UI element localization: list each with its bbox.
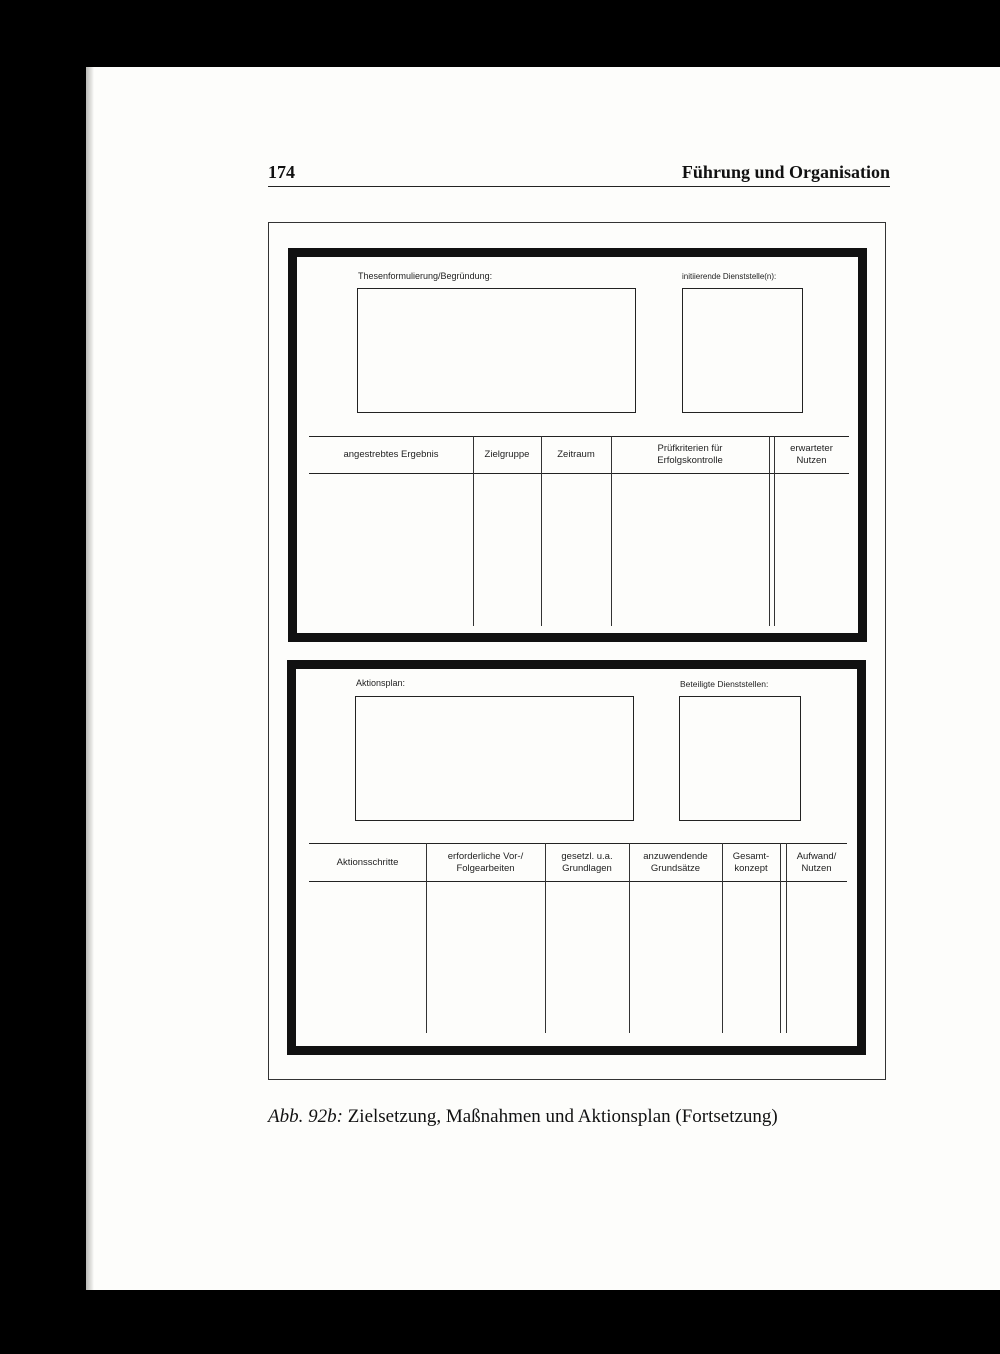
chapter-title: Führung und Organisation [681,162,890,182]
top-col-divider [769,436,770,626]
caption-prefix: Abb. 92b: [268,1106,343,1127]
top-table-rule-bottom [309,473,849,474]
participants-label: Beteiligte Dienststellen: [680,679,769,689]
initiating-box[interactable] [682,288,803,413]
action-plan-label: Aktionsplan: [356,678,406,688]
col-zeitraum: Zeitraum [557,449,595,460]
col-zielgruppe: Zielgruppe [484,449,530,460]
top-col-divider [473,436,474,626]
top-col-divider [541,436,542,626]
col-aktionsschritte: Aktionsschritte [336,856,399,868]
col-grundlagen: gesetzl. u.a. Grundlagen [561,850,613,874]
thesis-label: Thesenformulierung/Begründung: [358,271,493,281]
top-col-divider [611,436,612,626]
col-erwarteter-nutzen: erwarteter Nutzen [790,443,833,466]
bottom-col-divider [426,843,427,1033]
figure-caption [268,1106,778,1128]
bottom-col-divider [629,843,630,1033]
bottom-col-divider [780,843,781,1033]
bottom-col-divider [545,843,546,1033]
bottom-col-divider [786,843,787,1033]
page-number: 174 [268,162,295,182]
participants-box[interactable] [679,696,801,821]
col-vor-folgearbeiten: erforderliche Vor-/ Folgearbeiten [447,850,524,874]
caption-text: Zielsetzung, Maßnahmen und Aktionsplan (Fortsetzung) [347,1106,778,1127]
action-plan-box[interactable] [355,696,634,821]
col-pruefkriterien: Prüfkriterien für Erfolgskontrolle [657,443,723,466]
page-edge [86,67,94,1290]
col-gesamtkonzept: Gesamt- konzept [732,850,770,874]
bottom-table-rule-bottom [309,881,847,882]
bottom-col-divider [722,843,723,1033]
col-angestrebtes-ergebnis: angestrebtes Ergebnis [343,449,439,460]
header-rule [268,186,890,187]
initiating-label: initiierende Dienststelle(n): [682,272,777,281]
top-col-divider [774,436,775,626]
col-aufwand-nutzen: Aufwand/ Nutzen [796,850,837,874]
thesis-box[interactable] [357,288,636,413]
col-grundsaetze: anzuwendende Grundsätze [643,850,708,874]
